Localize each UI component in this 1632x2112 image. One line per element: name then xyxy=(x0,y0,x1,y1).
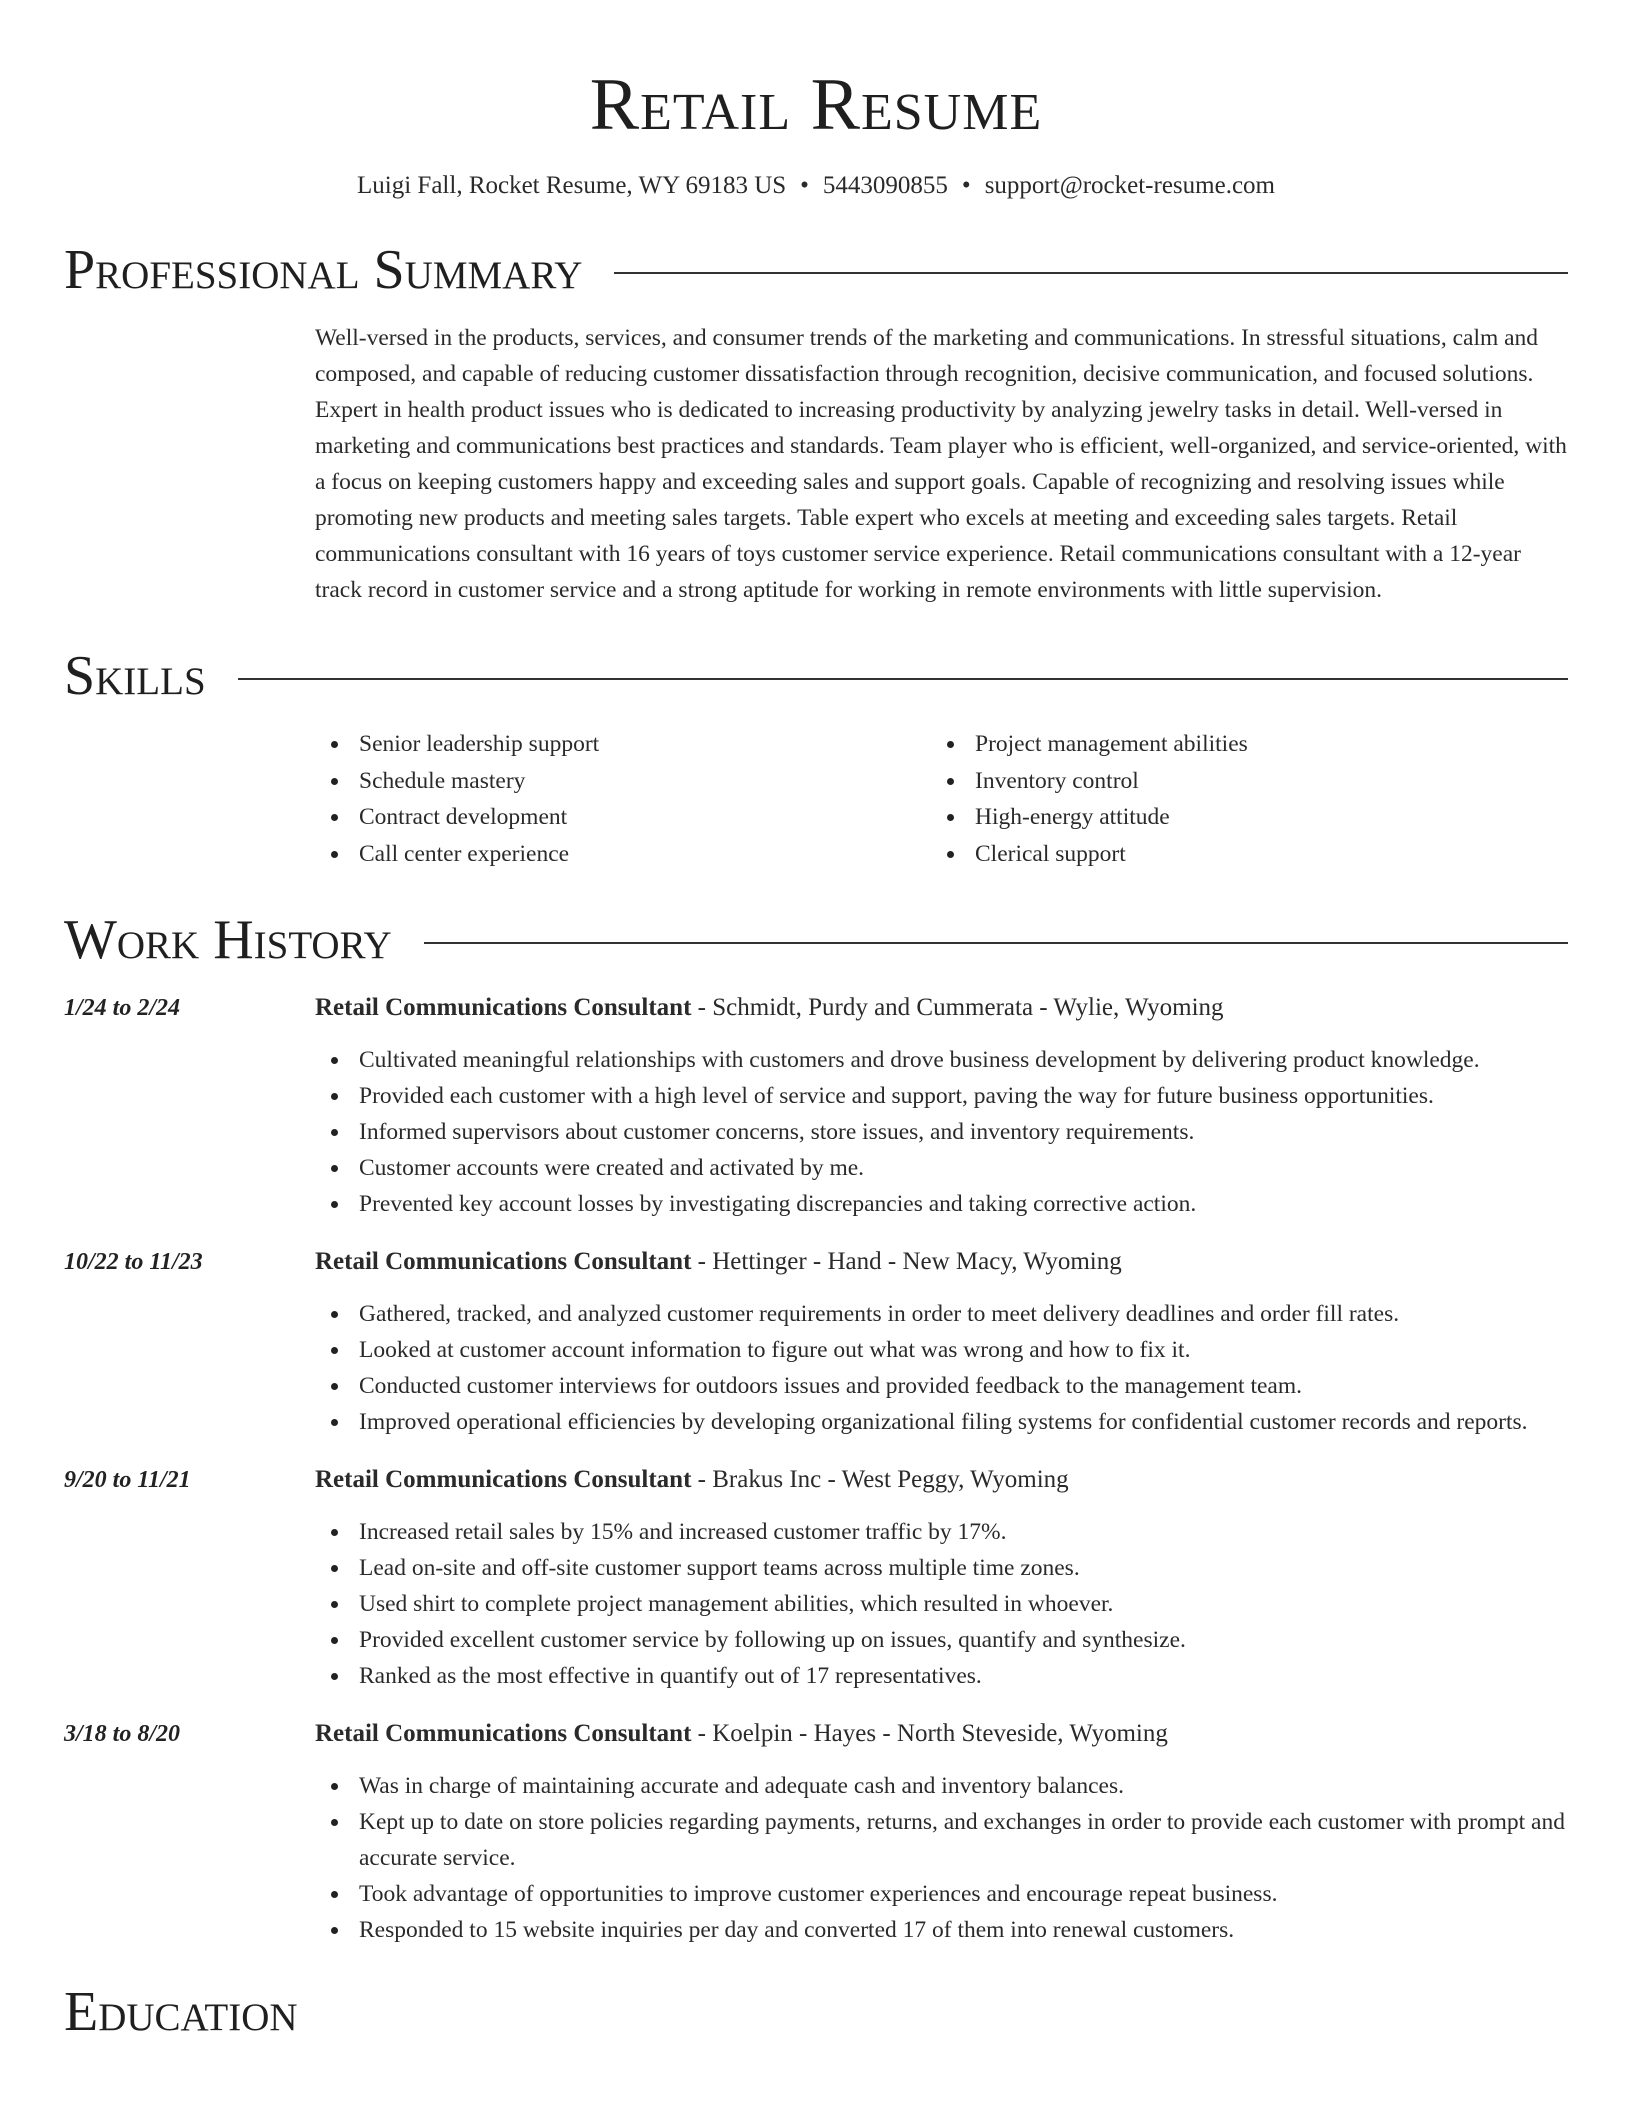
summary-heading: Professional Summary xyxy=(64,239,583,301)
job-bullet: Took advantage of opportunities to improve customer experiences and encourage repeat business. xyxy=(359,1876,1568,1912)
job-heading xyxy=(315,990,1568,1026)
contact-line xyxy=(64,170,1568,202)
education-section-header xyxy=(64,1980,1568,2044)
job-title: Retail Communications Consultant xyxy=(315,1466,692,1493)
job-bullet: Increased retail sales by 15% and increased customer traffic by 17%. xyxy=(359,1514,1568,1550)
contact-separator: • xyxy=(961,172,971,199)
job-dates: 3/18 to 8/20 xyxy=(64,1721,181,1747)
job-bullets xyxy=(315,1768,1568,1948)
job-bullet: Improved operational efficiencies by developing organizational filing systems for confidential customer records and reports. xyxy=(359,1404,1568,1440)
summary-section-header xyxy=(64,238,1568,302)
contact-email: support@rocket-resume.com xyxy=(984,172,1275,199)
skills-column-right xyxy=(931,726,1547,872)
job-bullets xyxy=(315,1514,1568,1694)
skill-item: Project management abilities xyxy=(975,726,1547,763)
section-divider xyxy=(614,272,1568,274)
section-divider xyxy=(424,942,1568,944)
job-body xyxy=(315,1462,1568,1694)
job-bullet: Used shirt to complete project management abilities, which resulted in whoever. xyxy=(359,1586,1568,1622)
contact-address: Luigi Fall, Rocket Resume, WY 69183 US xyxy=(357,172,787,199)
job-bullet: Responded to 15 website inquiries per day and converted 17 of them into renewal customers. xyxy=(359,1912,1568,1948)
job-bullet: Informed supervisors about customer concerns, store issues, and inventory requirements. xyxy=(359,1114,1568,1150)
skills-column-left xyxy=(315,726,931,872)
job-details: - Brakus Inc - West Peggy, Wyoming xyxy=(697,1466,1069,1493)
job-heading xyxy=(315,1244,1568,1280)
job-details: - Koelpin - Hayes - North Steveside, Wyoming xyxy=(697,1720,1168,1747)
resume-title: Retail Resume xyxy=(589,64,1043,146)
job-body xyxy=(315,990,1568,1222)
job-bullet: Cultivated meaningful relationships with customers and drove business development by delivering product knowledge. xyxy=(359,1042,1568,1078)
skill-item: Senior leadership support xyxy=(359,726,931,763)
skill-item: Call center experience xyxy=(359,836,931,873)
work-section-header xyxy=(64,908,1568,972)
job-entry xyxy=(64,990,1568,1222)
job-bullet: Gathered, tracked, and analyzed customer requirements in order to meet delivery deadlines and order fill rates. xyxy=(359,1296,1568,1332)
job-heading xyxy=(315,1716,1568,1752)
job-bullet: Provided excellent customer service by following up on issues, quantify and synthesize. xyxy=(359,1622,1568,1658)
skill-item: Clerical support xyxy=(975,836,1547,873)
job-bullet: Customer accounts were created and activated by me. xyxy=(359,1150,1568,1186)
skill-item: Schedule mastery xyxy=(359,763,931,800)
skill-item: Contract development xyxy=(359,799,931,836)
job-dates: 9/20 to 11/21 xyxy=(64,1467,191,1493)
skill-item: Inventory control xyxy=(975,763,1547,800)
job-bullet: Kept up to date on store policies regarding payments, returns, and exchanges in order to provide each customer with prompt and accurate service. xyxy=(359,1804,1568,1876)
job-bullet: Provided each customer with a high level of service and support, paving the way for future business opportunities. xyxy=(359,1078,1568,1114)
job-details: - Hettinger - Hand - New Macy, Wyoming xyxy=(697,1248,1122,1275)
job-details: - Schmidt, Purdy and Cummerata - Wylie, Wyoming xyxy=(697,994,1224,1021)
job-entry xyxy=(64,1244,1568,1440)
job-body xyxy=(315,1716,1568,1948)
job-body xyxy=(315,1244,1568,1440)
resume-page xyxy=(64,0,1568,2044)
job-entry xyxy=(64,1462,1568,1694)
job-entry xyxy=(64,1716,1568,1948)
education-heading: Education xyxy=(64,1981,298,2043)
job-bullet: Looked at customer account information to figure out what was wrong and how to fix it. xyxy=(359,1332,1568,1368)
job-bullets xyxy=(315,1042,1568,1222)
job-bullet: Ranked as the most effective in quantify out of 17 representatives. xyxy=(359,1658,1568,1694)
job-dates: 1/24 to 2/24 xyxy=(64,995,181,1021)
job-bullet: Conducted customer interviews for outdoors issues and provided feedback to the management team. xyxy=(359,1368,1568,1404)
skills-section-header xyxy=(64,644,1568,708)
summary-text: Well-versed in the products, services, and consumer trends of the marketing and communications. In stressful situations, calm and composed, and capable of reducing customer dissatisfaction through recognition, decisive communication, and focused solutions. Expert in health product issues who is dedicated to increasing productivity by analyzing jewelry tasks in detail. Well-versed in marketing and communications best practices and standards. Team player who is efficient, well-organized, and service-oriented, with a focus on keeping customers happy and exceeding sales and support goals. Capable of recognizing and resolving issues while promoting new products and meeting sales targets. Table expert who excels at meeting and exceeding sales targets. Retail communications consultant with 16 years of toys customer service experience. Retail communications consultant with a 12-year track record in customer service and a strong aptitude for working in remote environments with little supervision. xyxy=(315,325,1567,603)
job-bullet: Was in charge of maintaining accurate and adequate cash and inventory balances. xyxy=(359,1768,1568,1804)
contact-phone: 5443090855 xyxy=(822,172,948,199)
job-title: Retail Communications Consultant xyxy=(315,1248,692,1275)
job-heading xyxy=(315,1462,1568,1498)
contact-separator: • xyxy=(800,172,809,199)
job-bullet: Prevented key account losses by investigating discrepancies and taking corrective action. xyxy=(359,1186,1568,1222)
job-bullets xyxy=(315,1296,1568,1440)
work-heading: Work History xyxy=(64,909,392,971)
job-title: Retail Communications Consultant xyxy=(315,1720,692,1747)
job-dates: 10/22 to 11/23 xyxy=(64,1249,203,1275)
job-bullet: Lead on-site and off-site customer support teams across multiple time zones. xyxy=(359,1550,1568,1586)
job-title: Retail Communications Consultant xyxy=(315,994,692,1021)
skills-heading: Skills xyxy=(64,645,206,707)
skills-list xyxy=(315,726,1568,872)
section-divider xyxy=(238,678,1568,680)
skill-item: High-energy attitude xyxy=(975,799,1547,836)
